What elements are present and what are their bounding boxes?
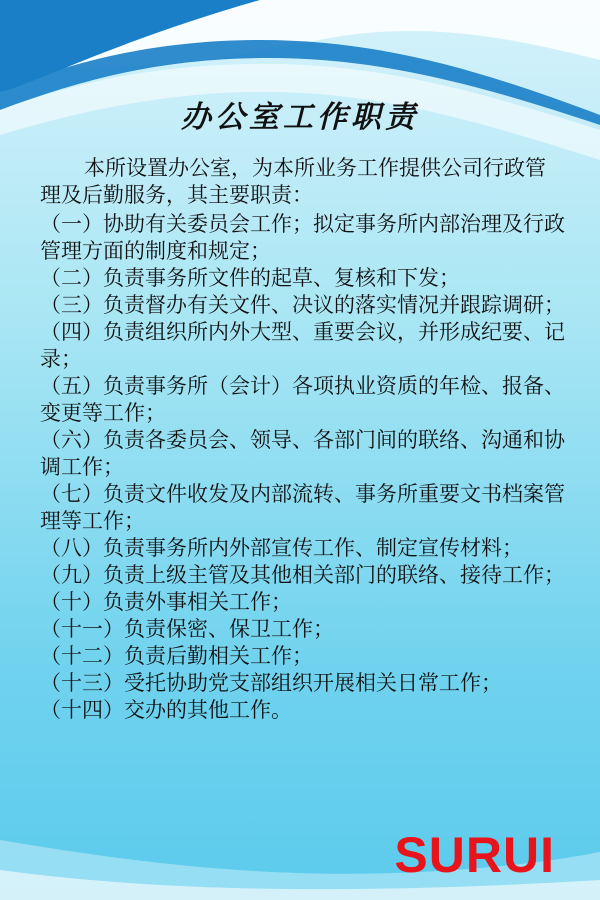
duty-item: （十二）负责后勤相关工作； bbox=[40, 644, 313, 668]
duty-item: （十一）负责保密、保卫工作； bbox=[40, 617, 334, 641]
intro-paragraph: 本所设置办公室，为本所业务工作提供公司行政管理及后勤服务，其主要职责： bbox=[40, 156, 546, 207]
duty-item: （六）负责各委员会、领导、各部门间的联络、沟通和协调工作； bbox=[40, 428, 565, 479]
duty-item: （四）负责组织所内外大型、重要会议，并形成纪要、记录； bbox=[40, 320, 565, 371]
brand-logo: SURUI bbox=[394, 827, 555, 883]
duty-item: （八）负责事务所内外部宣传工作、制定宣传材料； bbox=[40, 536, 523, 560]
duty-item: （十）负责外事相关工作； bbox=[40, 590, 292, 614]
duty-item: （十四）交办的其他工作。 bbox=[40, 698, 292, 722]
duty-item: （七）负责文件收发及内部流转、事务所重要文书档案管理等工作； bbox=[40, 482, 565, 533]
duty-item: （一）协助有关委员会工作；拟定事务所内部治理及行政管理方面的制度和规定； bbox=[40, 212, 565, 263]
duty-item: （五）负责事务所（会计）各项执业资质的年检、报备、变更等工作； bbox=[40, 374, 565, 425]
duty-item: （十三）受托协助党支部组织开展相关日常工作； bbox=[40, 671, 502, 695]
page-title: 办公室工作职责 bbox=[181, 100, 419, 135]
duty-item: （三）负责督办有关文件、决议的落实情况并跟踪调研； bbox=[40, 293, 565, 317]
duty-item: （九）负责上级主管及其他相关部门的联络、接待工作； bbox=[40, 563, 565, 587]
duties-text bbox=[40, 155, 565, 724]
duty-item: （二）负责事务所文件的起草、复核和下发； bbox=[40, 266, 460, 290]
